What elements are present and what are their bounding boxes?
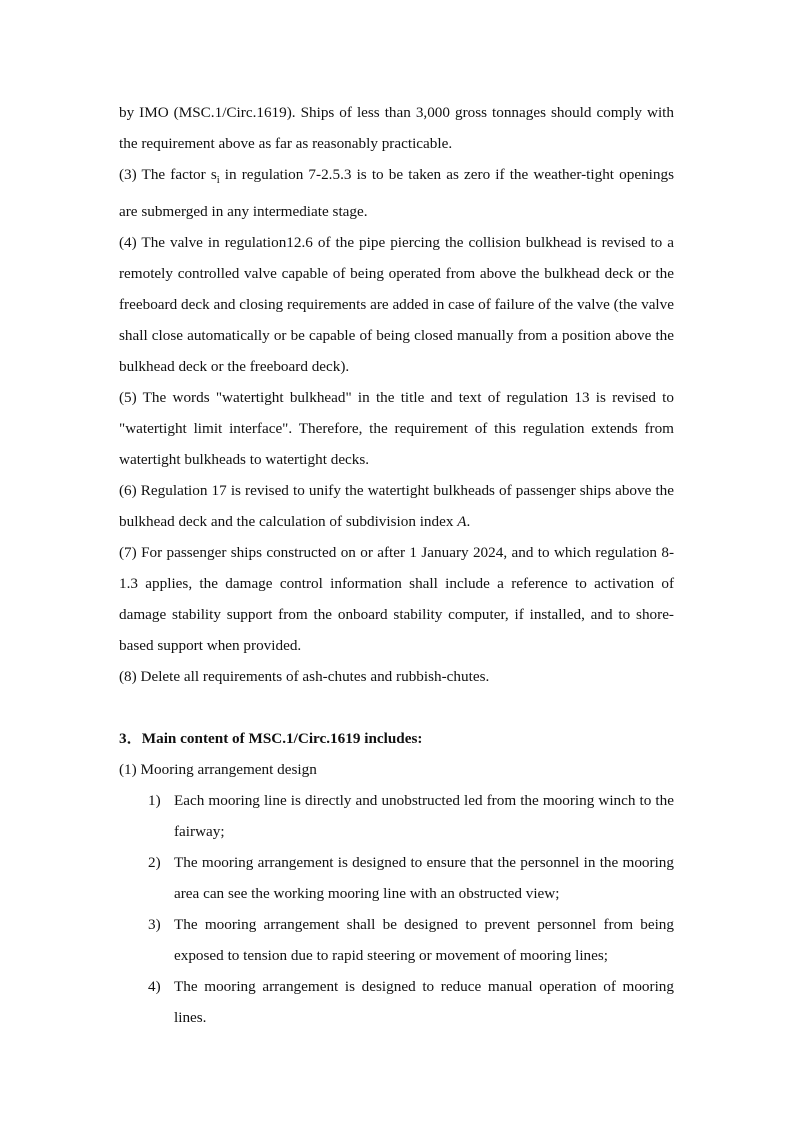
paragraph-3-factor-si: [119, 159, 674, 227]
list-item-text: The mooring arrangement shall be designed to prevent personnel from being exposed to tension due to rapid steering or movement of mooring lines;: [174, 916, 674, 965]
paragraph-3-text-end: in regulation 7-2.5.3 is to be taken as zero if the weather-tight openings are submerged in any intermediate stage.: [119, 166, 674, 221]
index-a-italic: A: [457, 513, 467, 531]
paragraph-6-text-start: (6) Regulation 17 is revised to unify the watertight bulkheads of passenger ships above the bulkhead deck and the calculation of subdivision index: [119, 482, 674, 531]
list-item-number: 4): [148, 978, 161, 996]
list-item-number: 2): [148, 854, 161, 872]
paragraph-4-valve: (4) The valve in regulation12.6 of the pipe piercing the collision bulkhead is revised to a remotely controlled valve capable of being operated from above the bulkhead deck or the freeboard deck and closing requirements are added in case of failure of the valve (the valve shall close automatically or be capable of being closed manually from a position above the bulkhead deck or the freeboard deck).: [119, 234, 674, 376]
list-item-text: The mooring arrangement is designed to ensure that the personnel in the mooring area can see the working mooring line with an obstructed view;: [174, 854, 674, 903]
list-item: [119, 971, 674, 1033]
subscript-i: i: [216, 175, 220, 187]
paragraph-6-regulation-17: [119, 475, 674, 537]
paragraph-6-text-end: .: [466, 513, 471, 531]
list-item-number: 1): [148, 792, 161, 810]
paragraph-5-watertight: (5) The words "watertight bulkhead" in the title and text of regulation 13 is revised to "watertight limit interface". Therefore, the requirement of this regulation extends from watertight bulkheads to watertight decks.: [119, 389, 674, 469]
list-item-text: Each mooring line is directly and unobstructed led from the mooring winch to the fairway;: [174, 792, 674, 841]
list-item-text: The mooring arrangement is designed to reduce manual operation of mooring lines.: [174, 978, 674, 1027]
paragraph-imo-compliance: by IMO (MSC.1/Circ.1619). Ships of less than 3,000 gross tonnages should comply with the requirement above as far as reasonably practicable.: [119, 104, 674, 152]
list-item-number: 3): [148, 916, 161, 934]
section-3-subheading: (1) Mooring arrangement design: [119, 761, 317, 779]
section-spacer: [119, 692, 674, 723]
paragraph-3-text-start: (3) The factor s: [119, 166, 217, 183]
paragraph-8-delete-chutes: (8) Delete all requirements of ash-chutes and rubbish-chutes.: [119, 668, 490, 686]
list-item: [119, 785, 674, 847]
list-item: [119, 847, 674, 909]
section-3-heading: 3．Main content of MSC.1/Circ.1619 includes:: [119, 730, 423, 748]
paragraph-7-damage-control: (7) For passenger ships constructed on or after 1 January 2024, and to which regulation 8-1.3 applies, the damage control information shall include a reference to activation of damage stability support from the onboard stability computer, if installed, and to shore-based support when provided.: [119, 544, 674, 655]
body-text: [119, 97, 674, 1033]
list-item: [119, 909, 674, 971]
